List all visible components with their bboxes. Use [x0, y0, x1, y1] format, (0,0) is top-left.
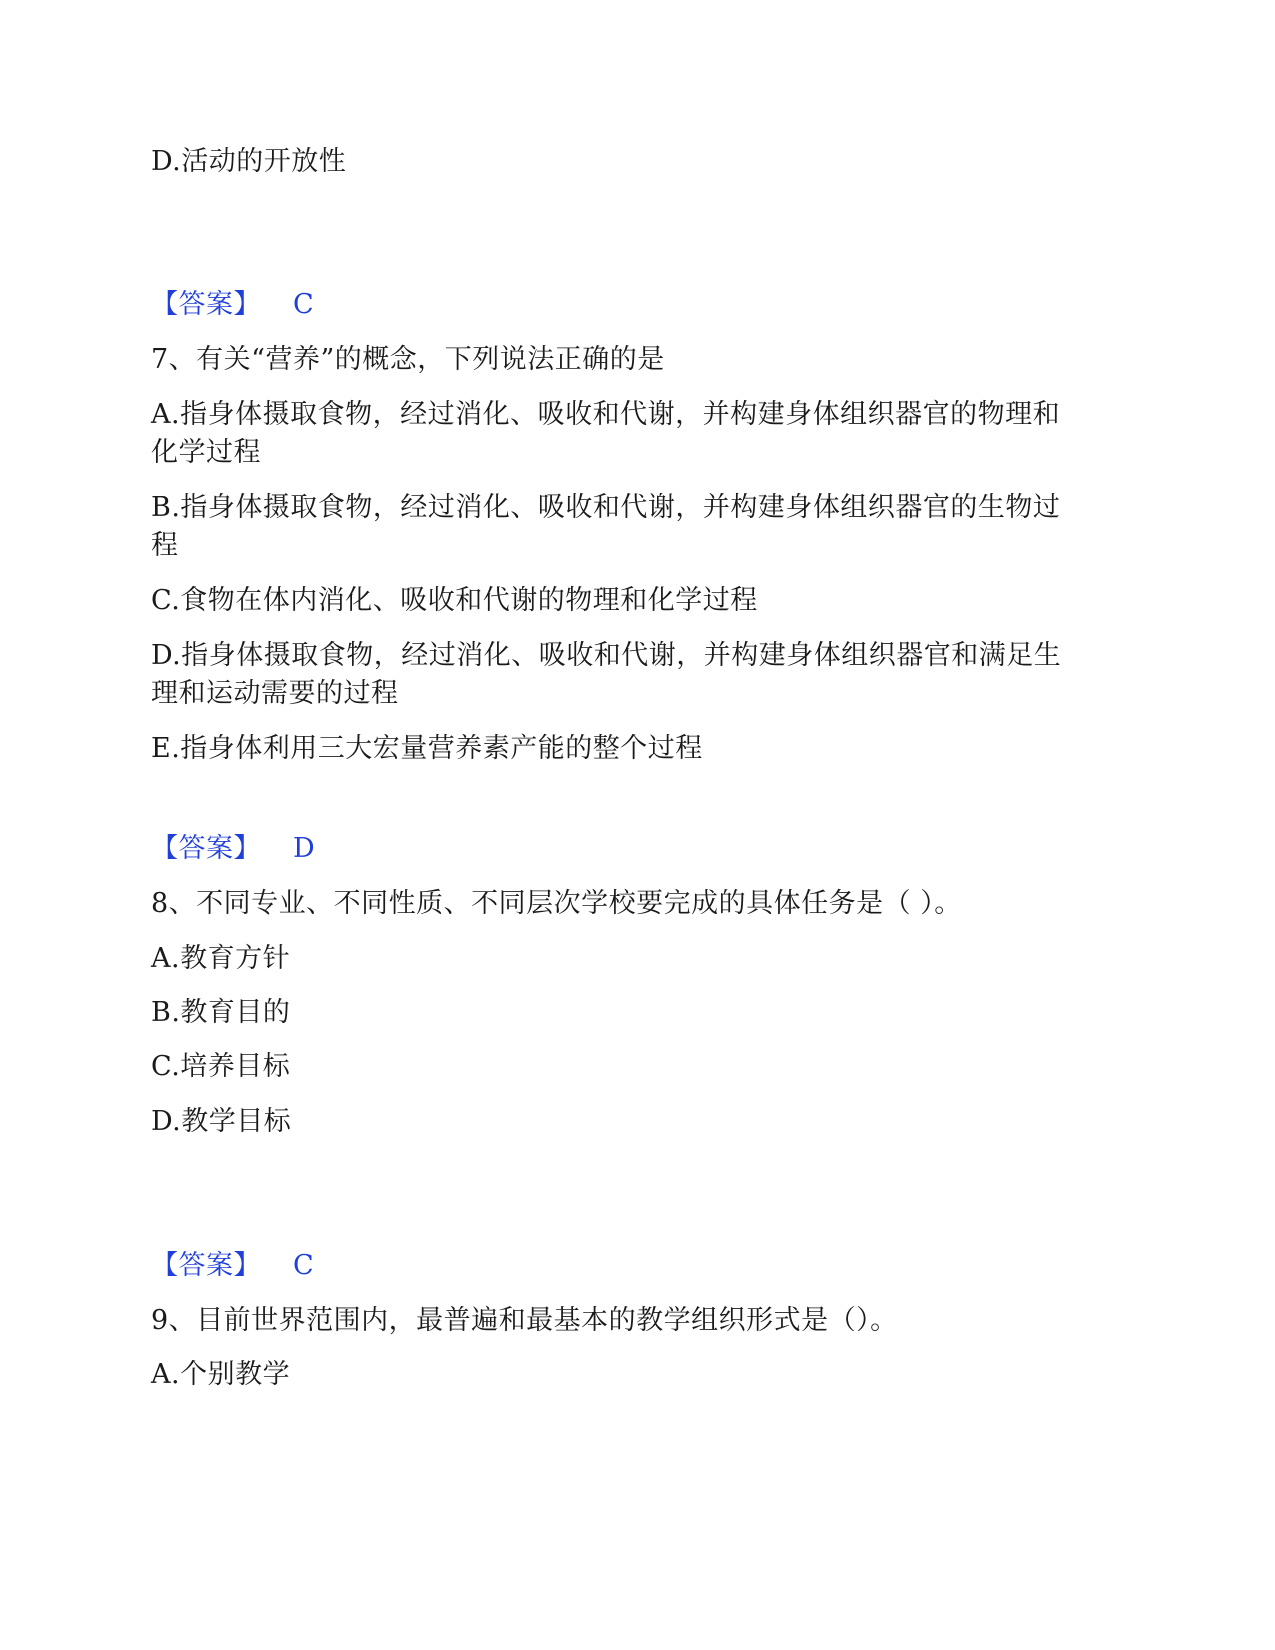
q8-answer — [151, 1246, 314, 1286]
q9-option-a: A.个别教学 — [151, 1359, 291, 1390]
q7-option-e: E.指身体利用三大宏量营养素产能的整个过程 — [151, 733, 703, 764]
q7-option-b-line1: B.指身体摄取食物，经过消化、吸收和代谢，并构建身体组织器官的生物过 — [151, 492, 1061, 523]
answer-value: C — [293, 1250, 315, 1281]
answer-label: 【答案】 — [151, 1250, 261, 1281]
q8-option-a: A.教育方针 — [151, 943, 291, 974]
answer-label: 【答案】 — [151, 833, 261, 864]
q9-question: 9、目前世界范围内，最普遍和最基本的教学组织形式是（）。 — [151, 1305, 898, 1336]
q7-option-a-line1: A.指身体摄取食物，经过消化、吸收和代谢，并构建身体组织器官的物理和 — [151, 399, 1061, 430]
q7-answer — [151, 829, 315, 869]
q7-option-b-line2: 程 — [151, 530, 179, 561]
q8-option-c: C.培养目标 — [151, 1051, 291, 1082]
q8-question: 8、不同专业、不同性质、不同层次学校要完成的具体任务是（ ）。 — [151, 888, 962, 919]
q6-answer — [151, 285, 314, 325]
answer-value: D — [293, 833, 316, 864]
q6-option-d: D.活动的开放性 — [151, 146, 347, 177]
q7-option-d-line2: 理和运动需要的过程 — [151, 678, 399, 709]
q8-option-d: D.教学目标 — [151, 1106, 292, 1137]
q7-option-c: C.食物在体内消化、吸收和代谢的物理和化学过程 — [151, 585, 758, 616]
q8-option-b: B.教育目的 — [151, 997, 291, 1028]
q7-question: 7、有关“营养”的概念，下列说法正确的是 — [151, 344, 665, 375]
q7-option-d-line1: D.指身体摄取食物，经过消化、吸收和代谢，并构建身体组织器官和满足生 — [151, 640, 1062, 671]
q7-option-a-line2: 化学过程 — [151, 437, 261, 468]
answer-value: C — [293, 289, 315, 320]
answer-label: 【答案】 — [151, 289, 261, 320]
